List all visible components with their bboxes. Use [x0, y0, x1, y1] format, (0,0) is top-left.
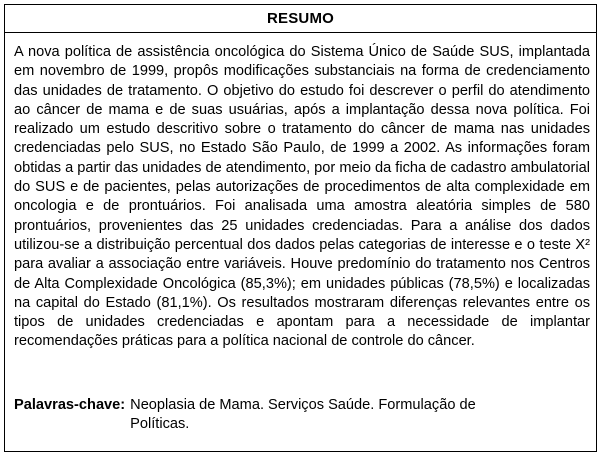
keywords-value: Neoplasia de Mama. Serviços Saúde. Formulação de Políticas.: [130, 397, 476, 432]
keywords-row: [14, 396, 590, 434]
abstract-box: [4, 4, 597, 452]
keywords-label: Palavras-chave:: [14, 397, 126, 413]
abstract-title: RESUMO: [5, 5, 596, 33]
abstract-body: A nova política de assistência oncológica do Sistema Único de Saúde SUS, implantada em novembro de 1999, propôs modificações substanciais na forma de credenciamento das unidades de tratamento. O objetivo do estudo foi descrever o perfil do atendimento ao câncer de mama e de suas usuárias, após a implantação dessa nova política. Foi realizado um estudo descritivo sobre o tratamento do câncer de mama nas unidades credenciadas pelo SUS, no Estado São Paulo, de 1999 a 2002. As informações foram obtidas a partir das unidades de atendimento, por meio da ficha de cadastro ambulatorial do SUS e de pacientes, pelas autorizações de procedimentos de alta complexidade em oncologia e de prontuários. Foi analisada uma amostra aleatória simples de 580 prontuários, provenientes das 25 unidades credenciadas. Para a análise dos dados utilizou-se a distribuição percentual dos dados pelas categorias de interesse e o teste X² para avaliar a associação entre variáveis. Houve predomínio do tratamento nos Centros de Alta Complexidade Oncológica (85,3%); em unidades públicas (78,5%) e localizadas na capital do Estado (81,1%). Os resultados mostraram diferenças relevantes entre os tipos de unidades credenciadas e apontam para a necessidade de implantar recomendações práticas para a política nacional de controle do câncer.: [14, 44, 590, 350]
